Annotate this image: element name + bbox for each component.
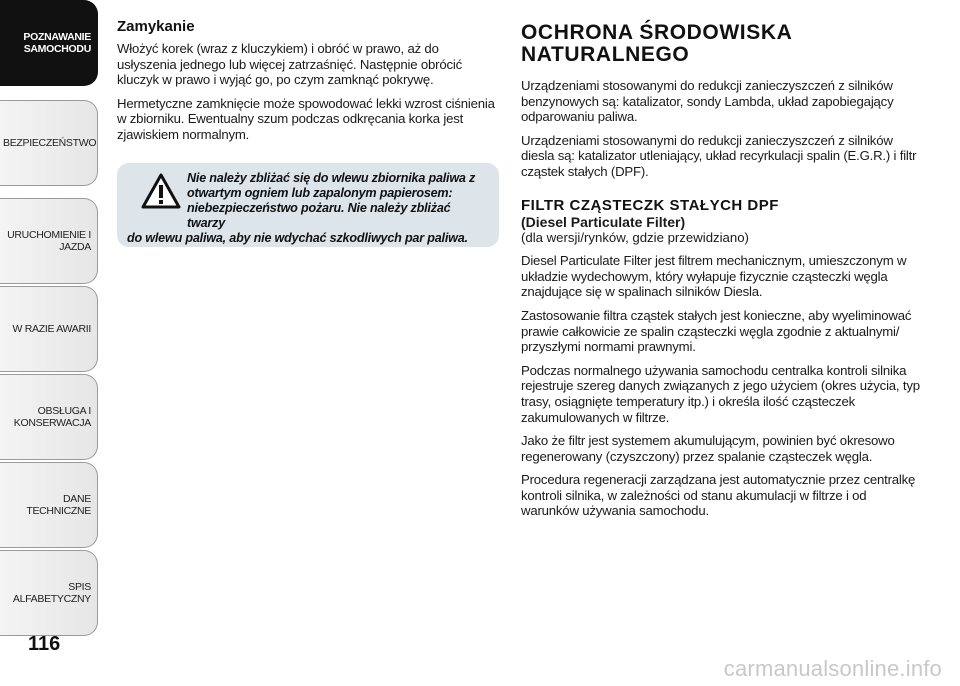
tab-label: SPIS ALFABETYCZNY	[12, 581, 91, 605]
paragraph: Podczas normalnego używania samochodu centralka kontroli silnika rejestruje szereg danych związanych z jego użyciem (okres użycia, typ trasy, osiągnięte temperatury itp.) i określa ilość cząsteczek zakumulowanych w filtrze.	[521, 362, 920, 425]
warning-triangle-icon	[141, 173, 181, 209]
tab-poznawanie-samochodu[interactable]	[0, 0, 98, 86]
page-number: 116	[28, 633, 61, 655]
paragraph: Urządzeniami stosowanymi do redukcji zanieczyszczeń z silników diesla są: katalizator utleniający, układ recyrkulacji spalin (E.G.R.) i filtr cząstek stałych (DPF).	[521, 132, 917, 179]
paragraph: Hermetyczne zamknięcie może spowodować lekki wzrost ciśnienia w zbiorniku. Ewentualny szum podczas odkręcania korka jest zjawiskiem normalnym.	[117, 95, 495, 142]
right-column	[521, 22, 921, 527]
tab-dane-techniczne[interactable]	[0, 462, 98, 548]
left-column	[117, 18, 497, 247]
tab-label: BEZPIECZEŃSTWO	[3, 137, 97, 149]
paragraph: Jako że filtr jest systemem akumulującym, powinien być okresowo regenerowany (czyszczony) przez spalanie cząsteczek węgla.	[521, 433, 895, 464]
tab-obsluga-i-konserwacja[interactable]	[0, 374, 98, 460]
tab-label: DANE TECHNICZNE	[26, 493, 91, 517]
section-subtitle: (Diesel Particulate Filter)	[521, 213, 686, 230]
section-title-dpf: FILTR CZĄSTECZK STAŁYCH DPF	[521, 196, 779, 214]
paragraph: Urządzeniami stosowanymi do redukcji zanieczyszczeń z silników benzynowych są: katalizator, sondy Lambda, układ zapobiegający odparowaniu paliwa.	[521, 78, 894, 125]
warning-text	[127, 171, 489, 246]
warning-line: do wlewu paliwa, aby nie wdychać szkodliwych par paliwa.	[127, 230, 468, 245]
tab-w-razie-awarii[interactable]	[0, 286, 98, 372]
paragraph: Diesel Particulate Filter jest filtrem mechanicznym, umieszczonym w układzie wydechowym, który wyłapuje fizycznie cząsteczki węgla znajdujące się w spalinach silników Diesla.	[521, 253, 907, 300]
watermark: carmanualsonline.info	[723, 656, 942, 681]
tab-spis-alfabetyczny[interactable]	[0, 550, 98, 636]
paragraph: Włożyć korek (wraz z kluczykiem) i obróć w prawo, aż do usłyszenia jednego lub więcej zatrzaśnięć. Następnie obrócić kluczyk w prawo i wyjąć go, po czym zamknąć pokrywę.	[117, 41, 462, 88]
tab-label: URUCHOMIENIE I JAZDA	[7, 229, 91, 253]
tab-uruchomienie-i-jazda[interactable]	[0, 198, 98, 284]
sidebar-nav	[0, 0, 100, 640]
paragraph: Procedura regeneracji zarządzana jest automatycznie przez centralkę kontroli silnika, w zależności od stanu akumulacji w filtrze i od warunków używania samochodu.	[521, 472, 916, 519]
tab-label: POZNAWANIE SAMOCHODU	[23, 31, 91, 55]
warning-line: Nie należy zbliżać się do wlewu zbiornika paliwa z otwartym ogniem lub zapalonym papierosem: niebezpieczeństwo pożaru. Nie należy zbliżać twarzy	[187, 170, 476, 230]
page-title: OCHRONA ŚRODOWISKA NATURALNEGO	[521, 21, 792, 66]
tab-label: W RAZIE AWARII	[12, 323, 91, 335]
warning-box	[117, 163, 499, 247]
section-heading-zamykanie: Zamykanie	[117, 18, 195, 35]
tab-label: OBSŁUGA I KONSERWACJA	[13, 405, 91, 429]
paragraph: Zastosowanie filtra cząstek stałych jest konieczne, aby wyeliminować prawie całkowicie ze spalin cząsteczki węgla zgodnie z aktualnymi/ przyszłymi normami prawnymi.	[521, 307, 912, 355]
section-note: (dla wersji/rynków, gdzie przewidziano)	[521, 229, 749, 245]
tab-bezpieczenstwo[interactable]	[0, 100, 98, 186]
